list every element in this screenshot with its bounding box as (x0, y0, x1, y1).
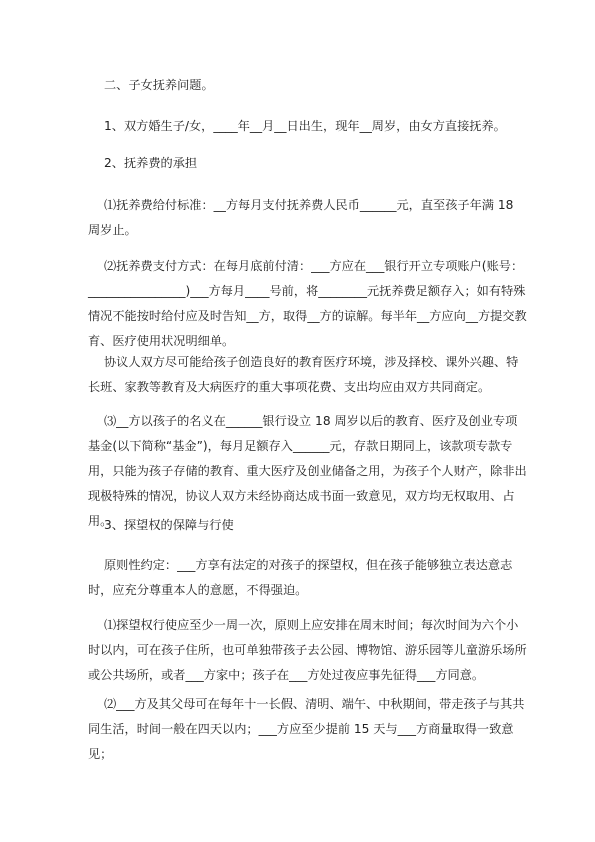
paragraph-special-fund: ⑶__方以孩子的名义在______银行设立 18 周岁以后的教育、医疗及创业专项基金(以下简称“基金”)，每月足额存入______元，存款日期同上，该款项专款专用，只能为孩子存储的教育、重大医疗及创业储备之用，为孩子个人财产，除非出现极特殊的情况，协议人双方未经协商达成书面一致意见，双方均无权取用、占用。 (88, 414, 527, 528)
paragraph-child-birth: 1、双方婚生子/女，____年__月__日出生，现年__周岁，由女方直接抚养。 (104, 119, 506, 133)
paragraph-education-medical: 协议人双方尽可能给孩子创造良好的教育医疗环境，涉及择校、课外兴趣、特长班、家教等教育及大病医疗的重大事项花费、支出均应由双方共同商定。 (88, 355, 519, 394)
paragraph-payment-standard: ⑴抚养费给付标准：__方每月支付抚养费人民币______元，直至孩子年满 18 周岁止。 (88, 198, 518, 237)
paragraph-visitation-frequency: ⑴探望权行使应至少一周一次，原则上应安排在周末时间；每次时间为六个小时以内，可在孩子住所，也可单独带孩子去公园、博物馆、游乐园等儿童游乐场所或公共场所，或者___方家中；孩子在___方处过夜应事先征得___方同意。 (88, 618, 527, 682)
subheading-support-cost: 2、抚养费的承担 (104, 156, 198, 170)
section-heading-child-support: 二、子女抚养问题。 (104, 78, 214, 92)
subheading-visitation-rights: 3、探望权的保障与行使 (104, 518, 234, 532)
paragraph-holiday-visitation: ⑵___方及其父母可在每年十一长假、清明、端午、中秋期间，带走孩子与其共同生活，时间一般在四天以内；___方应至少提前 15 天与___方商量取得一致意见； (88, 697, 525, 761)
paragraph-payment-method: ⑵抚养费支付方式：在每月底前付清：___方应在___银行开立专项账户(账号：________________)___方每月____号前，将________元抚养费足额存入；如有特殊情况不能按时给付应及时告知__方，取得__方的谅解。每半年__方应向__方提交教育、医疗使用状况明细单。 (88, 259, 527, 348)
paragraph-visitation-principle: 原则性约定：___方享有法定的对孩子的探望权，但在孩子能够独立表达意志时，应充分尊重本人的意愿，不得强迫。 (88, 558, 513, 597)
